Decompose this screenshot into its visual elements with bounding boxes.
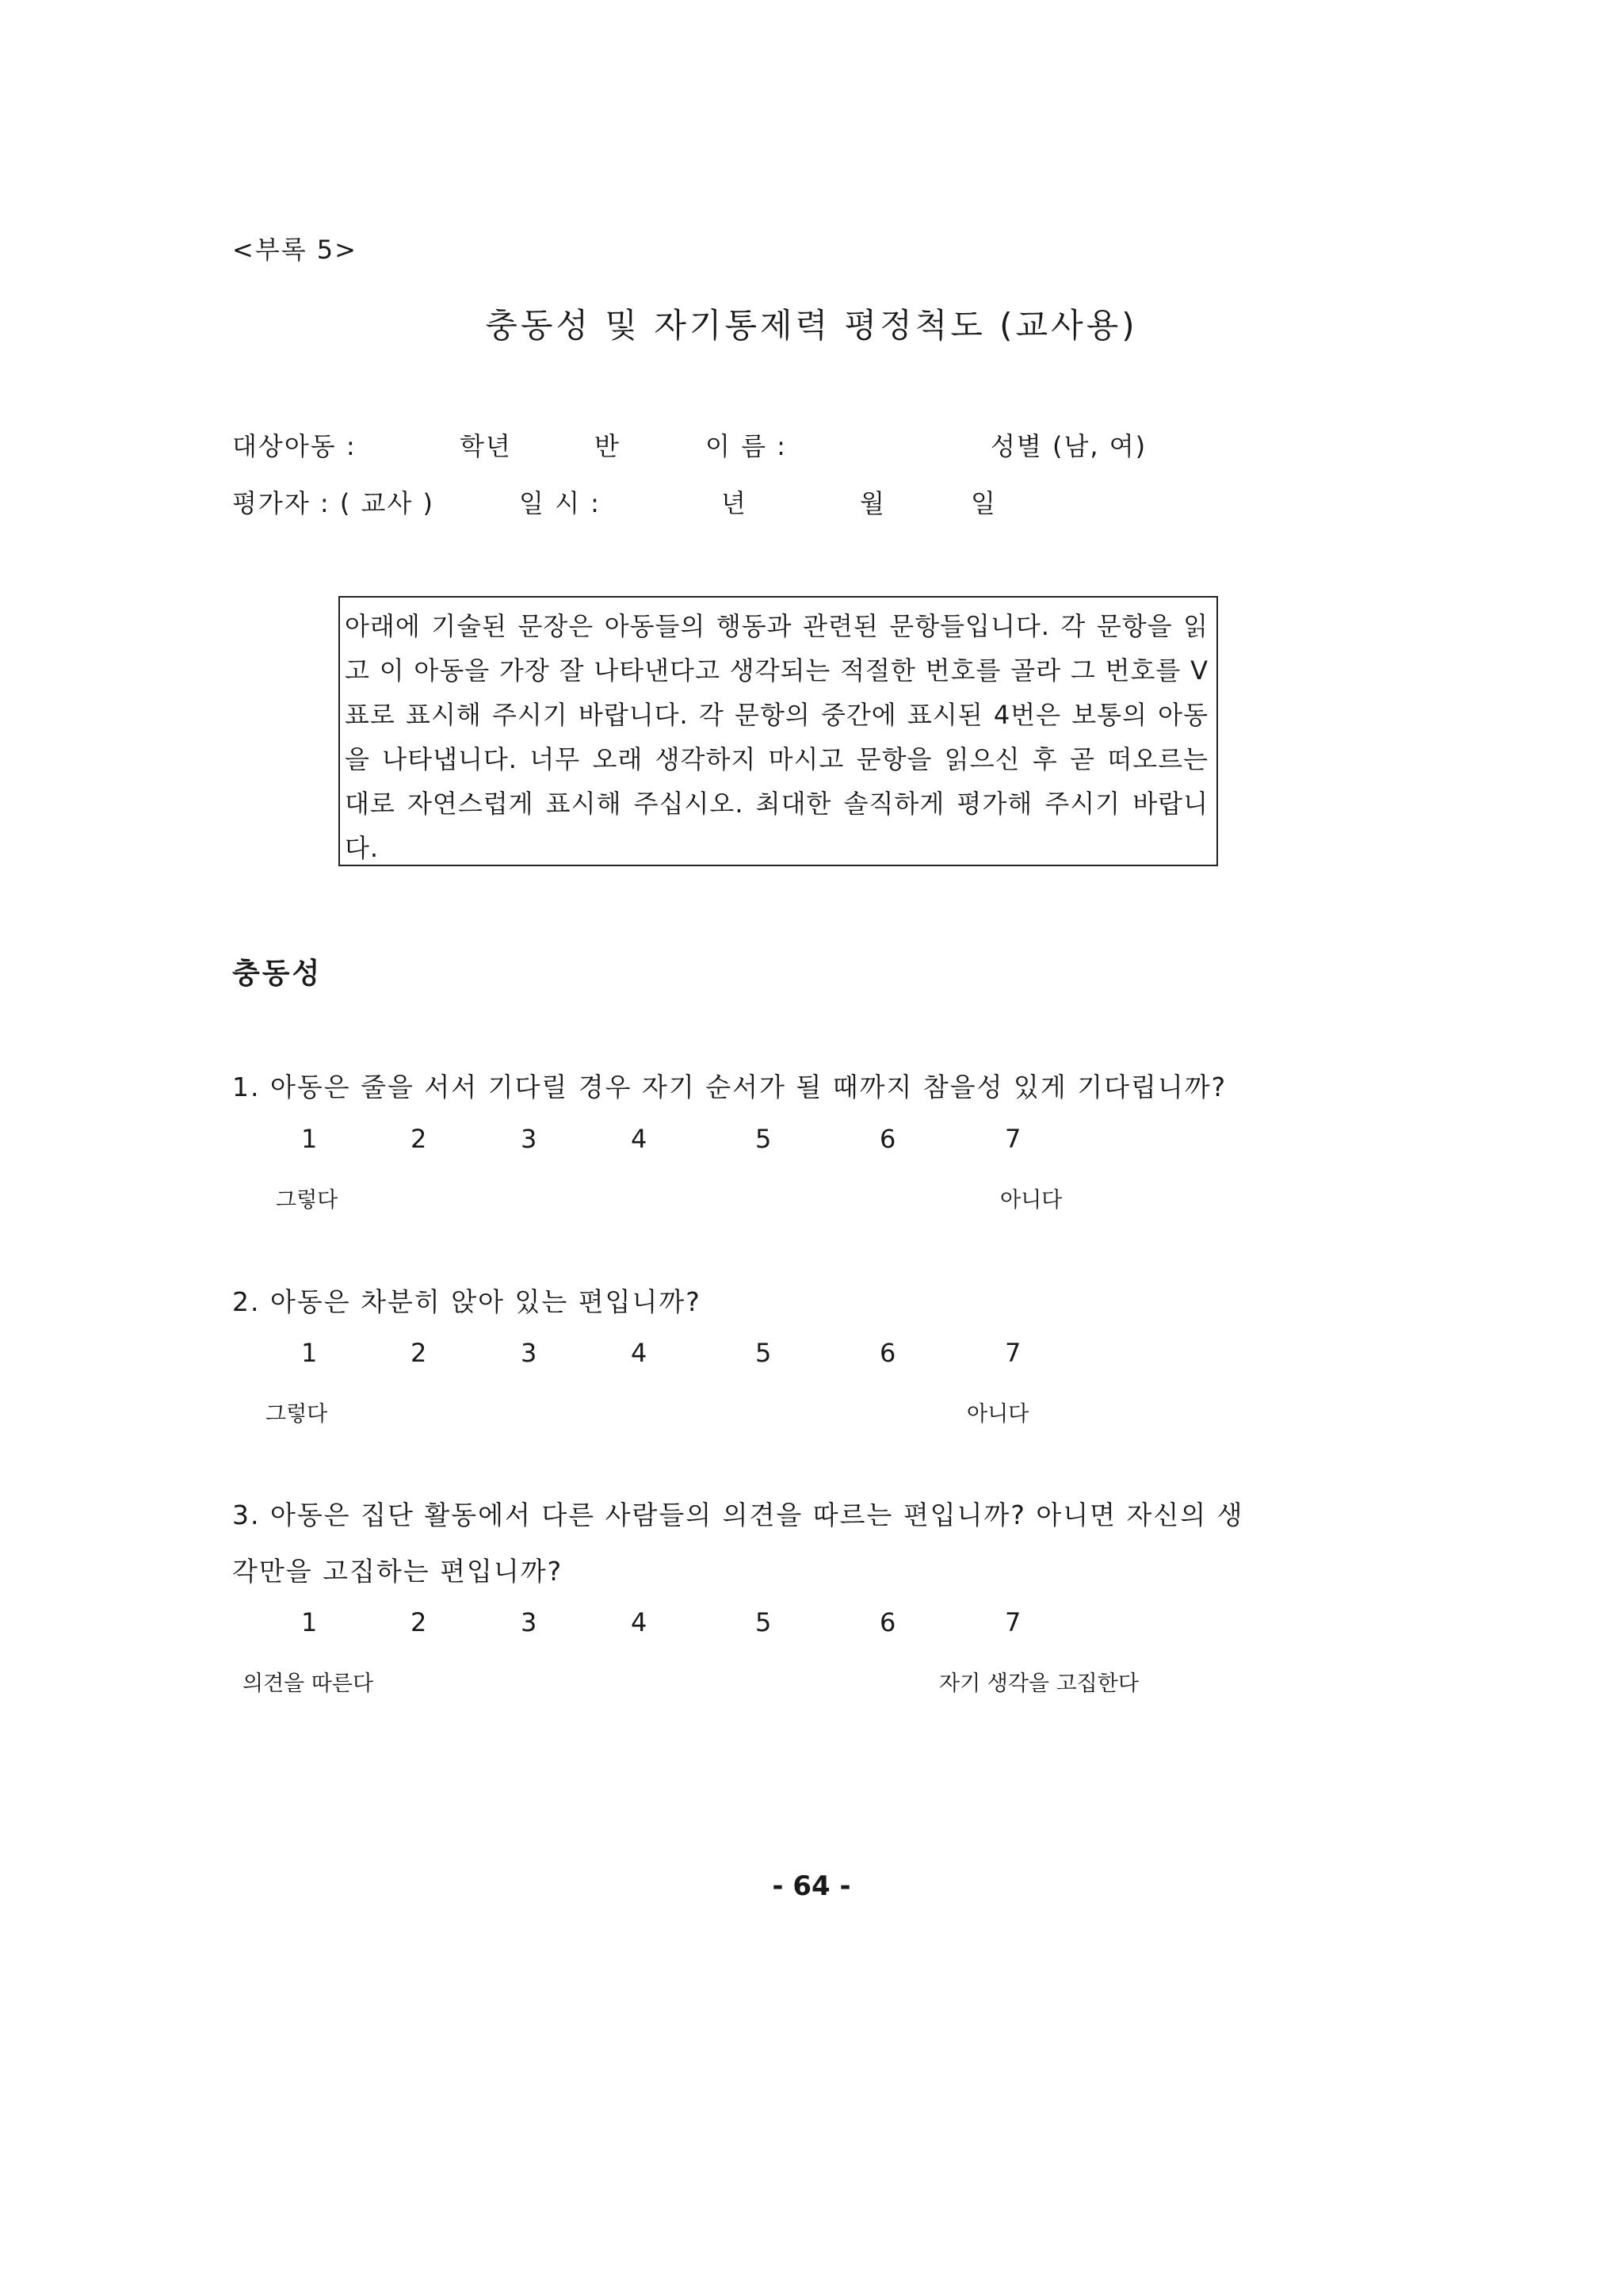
scale-option-3[interactable]: 3 (521, 1124, 537, 1154)
scale-option-1[interactable]: 1 (301, 1607, 318, 1637)
scale-option-1[interactable]: 1 (301, 1124, 318, 1154)
page-title: 충동성 및 자기통제력 평정척도 (교사용) (485, 306, 1138, 345)
scale-option-6[interactable]: 6 (880, 1338, 896, 1368)
date-label: 일 시 : (519, 488, 601, 518)
question-text: 2. 아동은 차분히 앉아 있는 편입니까? (232, 1286, 701, 1317)
scale-option-7[interactable]: 7 (1005, 1607, 1022, 1637)
right-anchor-label: 아니다 (1000, 1188, 1063, 1213)
scale-option-2[interactable]: 2 (411, 1124, 427, 1154)
page-number: - 64 - (772, 1870, 851, 1902)
scale-option-5[interactable]: 5 (755, 1338, 772, 1368)
month-label: 월 (860, 488, 886, 518)
name-label: 이 름 : (705, 431, 787, 461)
scale-option-5[interactable]: 5 (755, 1124, 772, 1154)
appendix-label: <부록 5> (232, 235, 357, 265)
target-child-label: 대상아동 : (232, 431, 357, 461)
scale-option-6[interactable]: 6 (880, 1607, 896, 1637)
question-text-continued: 각만을 고집하는 편입니까? (232, 1556, 563, 1587)
gender-label: 성별 (남, 여) (991, 431, 1148, 461)
right-anchor-label: 아니다 (967, 1402, 1029, 1427)
section-title: 충동성 (232, 957, 323, 990)
right-anchor-label: 자기 생각을 고집한다 (939, 1671, 1139, 1696)
grade-label: 학년 (460, 431, 512, 461)
scale-option-3[interactable]: 3 (521, 1338, 537, 1368)
question-text: 1. 아동은 줄을 서서 기다릴 경우 자기 순서가 될 때까지 참을성 있게 기다립니까? (232, 1072, 1228, 1102)
scale-option-4[interactable]: 4 (631, 1607, 647, 1637)
scale-option-7[interactable]: 7 (1005, 1338, 1022, 1368)
rater-label: 평가자 : ( 교사 ) (232, 488, 434, 518)
class-label: 반 (594, 431, 621, 461)
scale-option-6[interactable]: 6 (880, 1124, 896, 1154)
scale-option-4[interactable]: 4 (631, 1338, 647, 1368)
year-label: 년 (721, 488, 747, 518)
question-text: 3. 아동은 집단 활동에서 다른 사람들의 의견을 따르는 편입니까? 아니면 자신의 생 (232, 1499, 1244, 1530)
scale-option-7[interactable]: 7 (1005, 1124, 1022, 1154)
day-label: 일 (971, 488, 997, 518)
scale-option-4[interactable]: 4 (631, 1124, 647, 1154)
scale-option-5[interactable]: 5 (755, 1607, 772, 1637)
scale-option-2[interactable]: 2 (411, 1607, 427, 1637)
scale-option-1[interactable]: 1 (301, 1338, 318, 1368)
scale-option-3[interactable]: 3 (521, 1607, 537, 1637)
scale-option-2[interactable]: 2 (411, 1338, 427, 1368)
left-anchor-label: 그렇다 (265, 1402, 328, 1427)
instructions-box: 아래에 기술된 문장은 아동들의 행동과 관련된 문항들입니다. 각 문항을 읽고 이 아동을 가장 잘 나타낸다고 생각되는 적절한 번호를 골라 그 번호를 V 표로 표시해 주시기 바랍니다. 각 문항의 중간에 표시된 4번은 보통의 아동을 나타냅니다. 너무 오래 생각하지 마시고 문항을 읽으신 후 곧 떠오르는 대로 자연스럽게 표시해 주십시오. 최대한 솔직하게 평가해 주시기 바랍니다. (338, 596, 1218, 866)
left-anchor-label: 의견을 따른다 (242, 1671, 374, 1696)
left-anchor-label: 그렇다 (276, 1188, 338, 1213)
